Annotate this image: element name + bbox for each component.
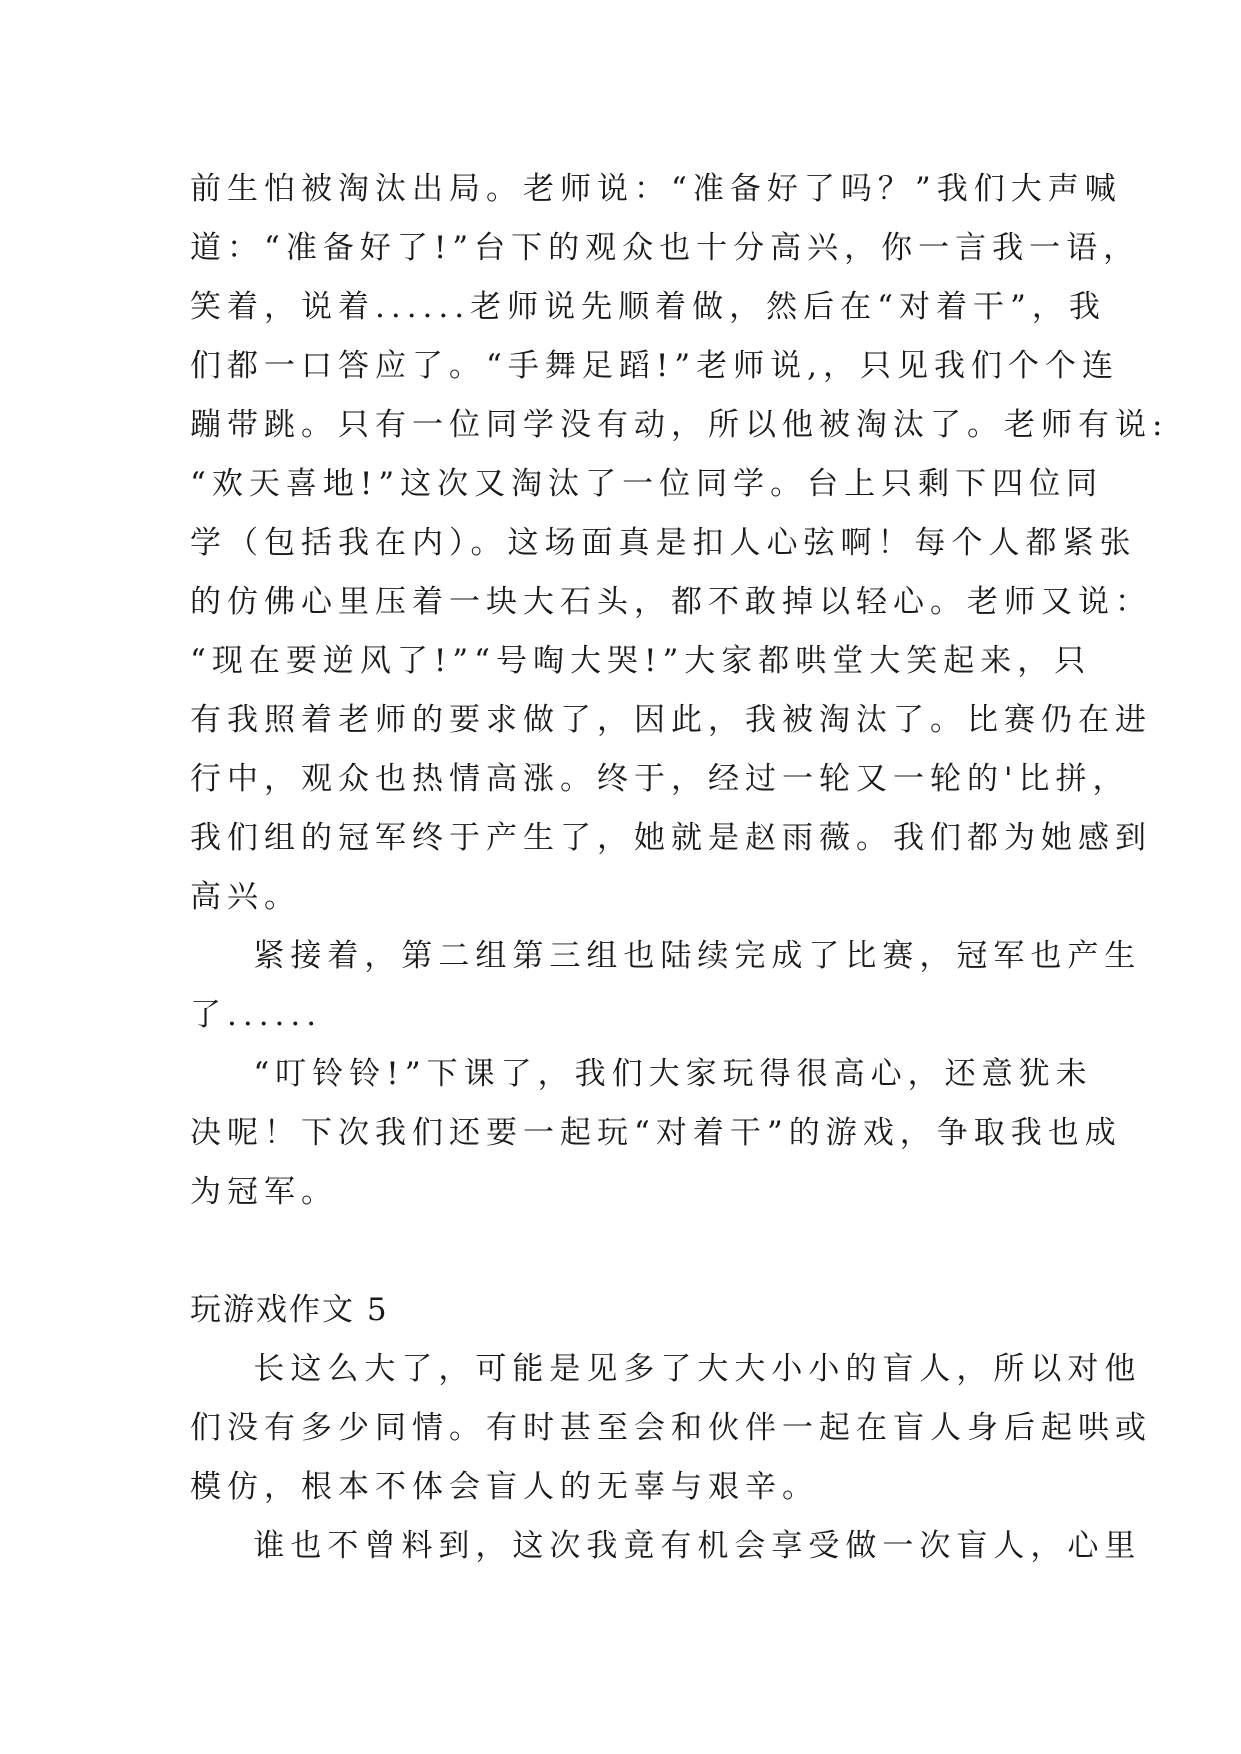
essay-body (190, 160, 1169, 1576)
text-line: 我们组的冠军终于产生了，她就是赵雨薇。我们都为她感到 (190, 820, 1152, 856)
text-line: 的仿佛心里压着一块大石头，都不敢掉以轻心。老师又说： (190, 584, 1152, 620)
text-line: 为冠军。 (190, 1174, 338, 1210)
text-line: 了...... (190, 997, 323, 1033)
text-line: 有我照着老师的要求做了，因此，我被淘汰了。比赛仍在进 (190, 702, 1152, 738)
text-line: 谁也不曾料到，这次我竟有机会享受做一次盲人，心里 (190, 1528, 1142, 1564)
text-line: “欢天喜地!”这次又淘汰了一位同学。台上只剩下四位同 (190, 466, 1104, 502)
text-line: 们都一口答应了。“手舞足蹈!”老师说,，只见我们个个连 (190, 348, 1120, 384)
text-line: 长这么大了，可能是见多了大大小小的盲人，所以对他 (190, 1351, 1142, 1387)
text-line: 蹦带跳。只有一位同学没有动，所以他被淘汰了。老师有说: (190, 407, 1169, 443)
text-line: 道：“准备好了!”台下的观众也十分高兴，你一言我一语， (190, 230, 1141, 266)
text-line: “现在要逆风了!”“号啕大哭!”大家都哄堂大笑起来，只 (190, 643, 1092, 679)
text-line: “叮铃铃!”下课了，我们大家玩得很高心，还意犹未 (190, 1056, 1093, 1092)
text-line: 们没有多少同情。有时甚至会和伙伴一起在盲人身后起哄或 (190, 1410, 1152, 1446)
section-heading: 玩游戏作文 5 (190, 1292, 389, 1328)
text-line: 学（包括我在内）。这场面真是扣人心弦啊！每个人都紧张 (190, 525, 1137, 561)
text-line: 紧接着，第二组第三组也陆续完成了比赛，冠军也产生 (190, 938, 1142, 974)
text-line: 行中，观众也热情高涨。终于，经过一轮又一轮的'比拼， (190, 761, 1130, 797)
text-line: 模仿，根本不体会盲人的无辜与艰辛。 (190, 1469, 819, 1505)
text-line: 笑着，说着......老师说先顺着做，然后在“对着干”，我 (190, 289, 1106, 325)
text-line: 高兴。 (190, 879, 301, 915)
text-line: 决呢！下次我们还要一起玩“对着干”的游戏，争取我也成 (190, 1115, 1122, 1151)
text-line: 前生怕被淘汰出局。老师说：“准备好了吗？”我们大声喊 (190, 171, 1122, 207)
